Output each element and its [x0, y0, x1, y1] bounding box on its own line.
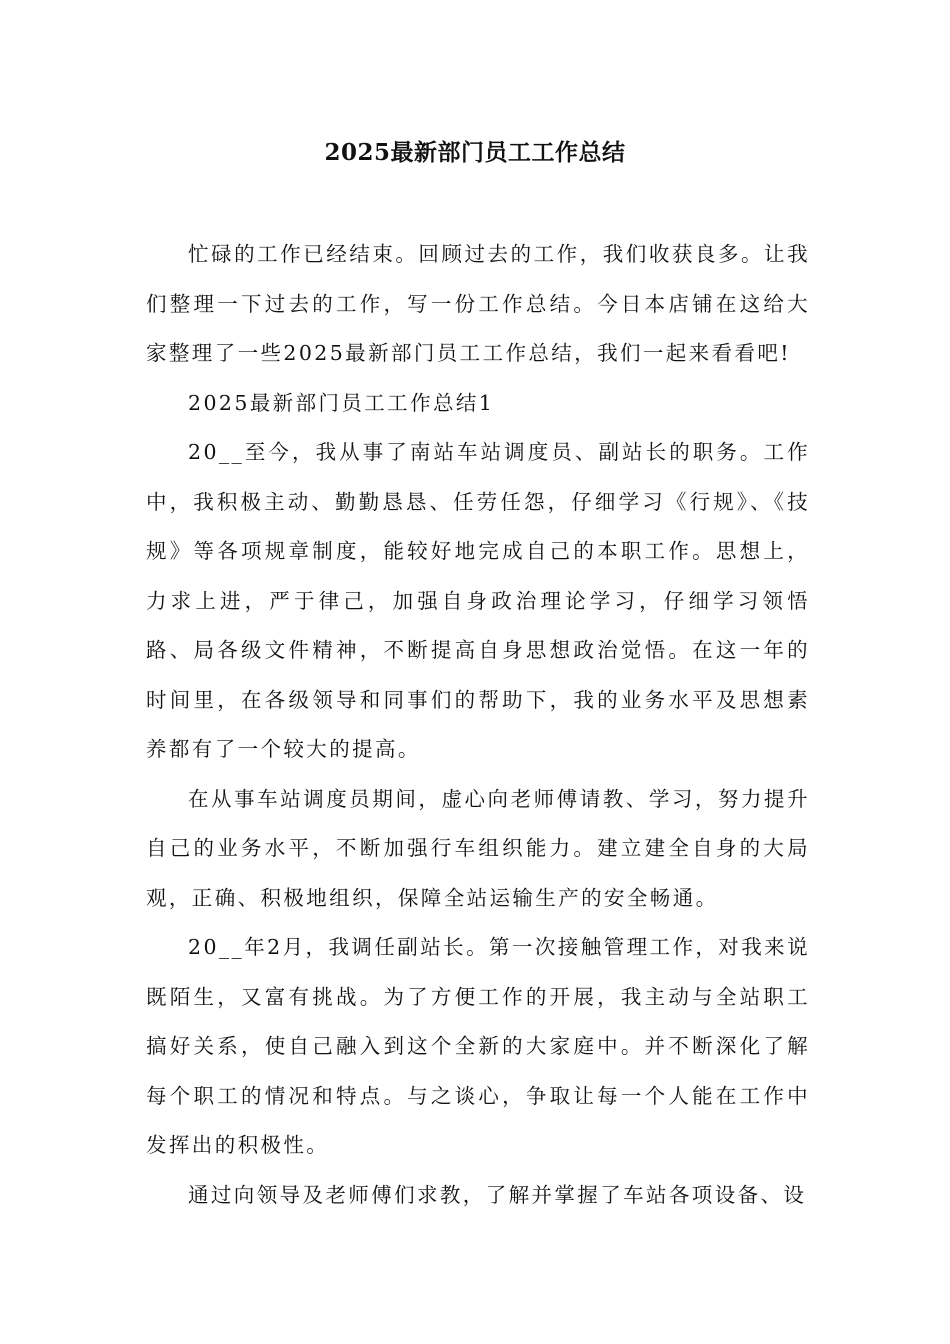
paragraph-learning: 通过向领导及老师傅们求教，了解并掌握了车站各项设备、设 — [188, 1182, 807, 1207]
document-title: 2025最新部门员工工作总结 — [324, 139, 626, 166]
section-heading-1: 2025最新部门员工工作总结1 — [188, 390, 495, 415]
paragraph-intro: 忙碌的工作已经结束。回顾过去的工作，我们收获良多。让我们整理一下过去的工作，写一份工作总结。今日本店铺在这给大家整理了一些2025最新部门员工工作总结，我们一起来看看吧! — [146, 242, 810, 365]
paragraph-dispatcher: 在从事车站调度员期间，虚心向老师傅请教、学习，努力提升自己的业务水平，不断加强行车组织能力。建立建全自身的大局观，正确、积极地组织，保障全站运输生产的安全畅通。 — [146, 786, 810, 910]
document-body — [146, 230, 810, 1220]
paragraph-deputy: 20__年2月，我调任副站长。第一次接触管理工作，对我来说既陌生，又富有挑战。为了方便工作的开展，我主动与全站职工搞好关系，使自己融入到这个全新的大家庭中。并不断深化了解每个职工的情况和特点。与之谈心，争取让每一个人能在工作中发挥出的积极性。 — [146, 935, 810, 1157]
paragraph-career: 20__至今，我从事了南站车站调度员、副站长的职务。工作中，我积极主动、勤勤恳恳、任劳任怨，仔细学习《行规》、《技规》等各项规章制度，能较好地完成自己的本职工作。思想上，力求上进，严于律己，加强自身政治理论学习，仔细学习领悟路、局各级文件精神，不断提高自身思想政治觉悟。在这一年的时间里，在各级领导和同事们的帮助下，我的业务水平及思想素养都有了一个较大的提高。 — [146, 440, 810, 761]
